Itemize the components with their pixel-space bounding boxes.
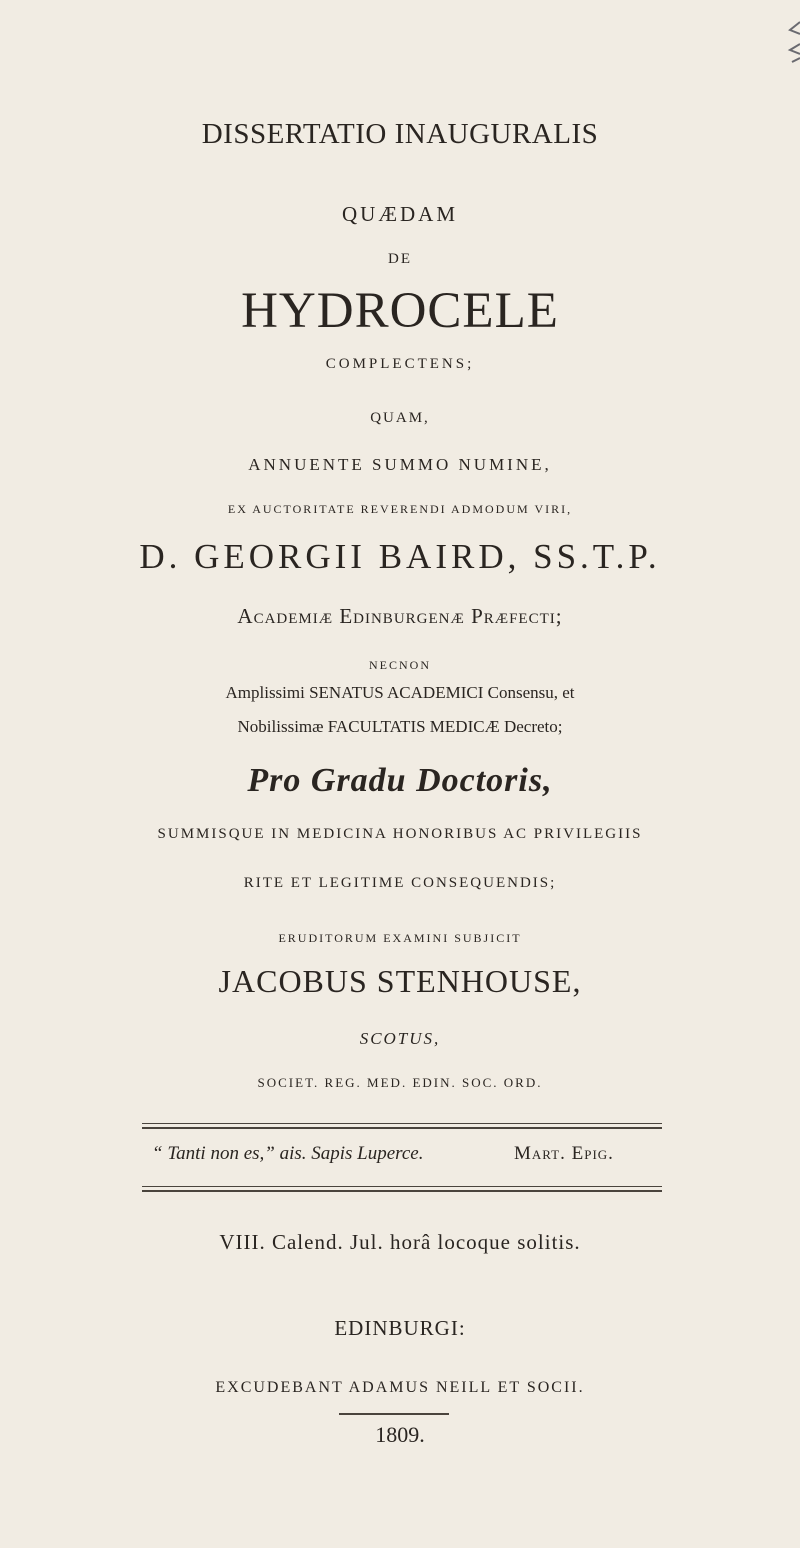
auctoritate-line: EX AUCTORITATE REVERENDI ADMODUM VIRI, xyxy=(227,502,573,516)
divider-rule xyxy=(142,1123,662,1124)
divider-rule xyxy=(339,1413,449,1415)
examini-line: ERUDITORUM EXAMINI SUBJICIT xyxy=(278,931,522,945)
motto-source: Mart. Epig. xyxy=(514,1143,614,1164)
author-name: JACOBUS STENHOUSE, xyxy=(218,963,582,999)
imprint-year: 1809. xyxy=(375,1422,425,1447)
principal-name: D. GEORGII BAIRD, SS.T.P. xyxy=(139,537,661,576)
page-corner-mark xyxy=(786,20,800,64)
date-line: VIII. Calend. Jul. horâ locoque solitis. xyxy=(219,1230,581,1254)
motto-quote: “ Tanti non es,” ais. Sapis Luperce. xyxy=(152,1143,424,1164)
academia-line: Academiæ Edinburgenæ Præfecti; xyxy=(237,604,563,628)
divider-rule xyxy=(142,1127,662,1129)
annuente-line: ANNUENTE SUMMO NUMINE, xyxy=(248,455,552,474)
degree-line: Pro Gradu Doctoris, xyxy=(247,762,553,799)
senatus-line: Amplissimi SENATUS ACADEMICI Consensu, et xyxy=(225,683,575,702)
complectens-line: COMPLECTENS; xyxy=(325,356,475,372)
quaedam-line: QUÆDAM xyxy=(341,202,458,226)
quam-line: QUAM, xyxy=(370,410,430,426)
honoribus-line: SUMMISQUE IN MEDICINA HONORIBUS AC PRIVILEGIIS xyxy=(157,826,643,842)
nationality-line: SCOTUS, xyxy=(359,1029,441,1048)
subject-title: HYDROCELE xyxy=(241,283,559,339)
imprint-city: EDINBURGI: xyxy=(334,1316,466,1340)
divider-rule xyxy=(142,1186,662,1187)
necnon-line: NECNON xyxy=(369,658,431,672)
imprint-printer: EXCUDEBANT ADAMUS NEILL ET SOCII. xyxy=(215,1379,585,1396)
society-line: SOCIET. REG. MED. EDIN. SOC. ORD. xyxy=(257,1075,543,1090)
divider-rule xyxy=(142,1190,662,1192)
facultas-line: Nobilissimæ FACULTATIS MEDICÆ Decreto; xyxy=(237,717,563,736)
consequendis-line: RITE ET LEGITIME CONSEQUENDIS; xyxy=(243,875,557,891)
dissertation-heading: DISSERTATIO INAUGURALIS xyxy=(201,118,599,150)
de-line: DE xyxy=(388,251,412,267)
